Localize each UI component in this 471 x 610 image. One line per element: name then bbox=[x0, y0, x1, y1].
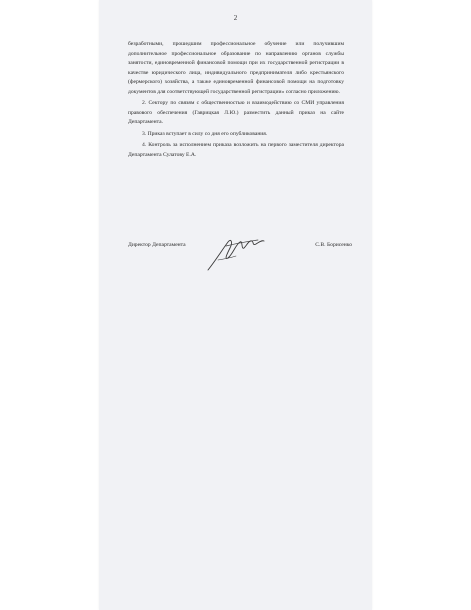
handwritten-signature bbox=[200, 230, 270, 274]
paragraph-item-3: 3. Приказ вступает в силу со дня его опубликования. bbox=[142, 130, 268, 137]
signatory-name: С.В. Борисенко bbox=[315, 242, 352, 248]
document-page bbox=[99, 0, 372, 610]
signature-block bbox=[128, 236, 352, 278]
paragraph-item-2: 2. Сектору по связям с общественностью и взаимодействию со СМИ управления правового обеспечения (Гаврицкая Л.Ю.) разместить данный приказ на сайте Департамента. bbox=[128, 100, 344, 125]
paragraph-item-4: 4. Контроль за исполнением приказа возложить на первого заместителя директора Департамента Сулатову Е.А. bbox=[128, 142, 344, 158]
document-body bbox=[128, 40, 344, 160]
signatory-position: Директор Департамента bbox=[128, 242, 186, 248]
page-number: 2 bbox=[233, 14, 238, 22]
paragraph-continuation: безработными, прошедшим профессиональное обучение или получившим дополнительное профессиональное образование по направлению органов службы занятости, единовременной финансовой помощи при их государственной регистрации в качестве юридического лица, индивидуального предпринимателя либо крестьянского (фермерского) хозяйства, а также единовременной финансовой помощи на подготовку документов для соответствующей государственной регистрации» согласно приложению. bbox=[128, 41, 344, 95]
